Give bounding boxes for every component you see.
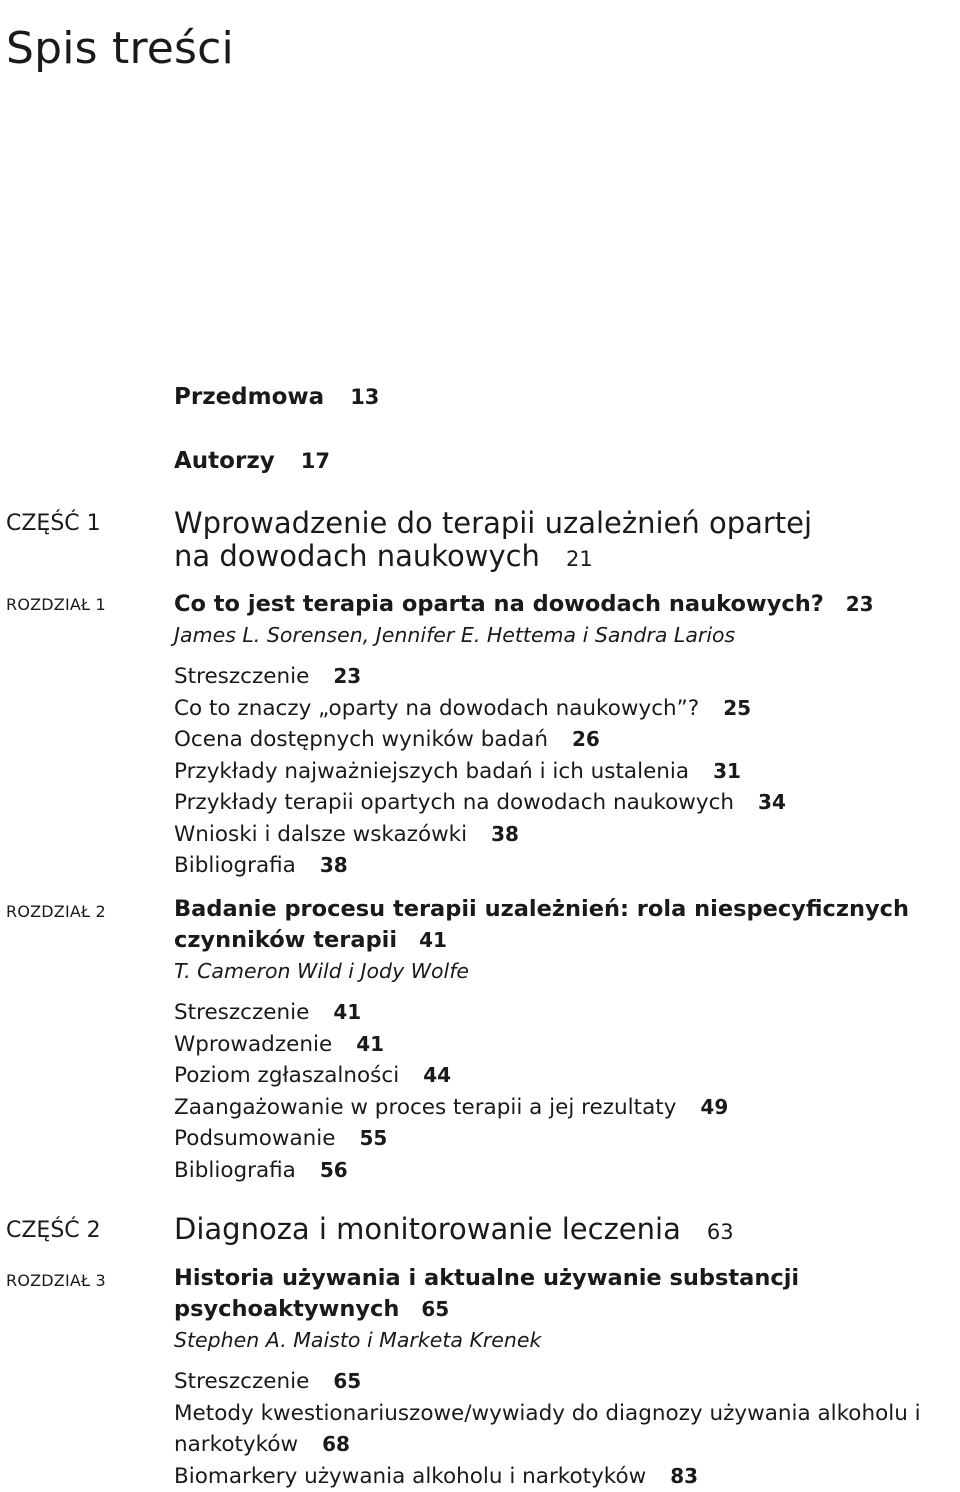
page-number: 63	[707, 1220, 734, 1244]
section-entry[interactable]	[174, 693, 786, 725]
section-entry[interactable]	[174, 1398, 960, 1461]
chapter-authors: James L. Sorensen, Jennifer E. Hettema i Sandra Larios	[174, 623, 735, 647]
page-number: 41	[333, 1000, 361, 1024]
page-number: 38	[320, 853, 348, 877]
section-entry[interactable]	[174, 1060, 728, 1092]
section-entry[interactable]	[174, 1366, 960, 1398]
chapter-title-line: Badanie procesu terapii uzależnień: rola niespecyficznych	[174, 894, 909, 925]
section-title: Streszczenie	[174, 1000, 309, 1025]
chapter-title[interactable]	[174, 589, 874, 620]
section-title: Przykłady terapii opartych na dowodach naukowych	[174, 790, 734, 815]
chapter-authors: Stephen A. Maisto i Marketa Krenek	[174, 1328, 541, 1352]
section-entry[interactable]	[174, 1123, 728, 1155]
chapter-label: ROZDZIAŁ 1	[6, 595, 106, 614]
page-number: 56	[320, 1158, 348, 1182]
chapter-title[interactable]	[174, 894, 909, 956]
page-number: 65	[421, 1297, 449, 1321]
section-entry[interactable]	[174, 787, 786, 819]
chapter-label: ROZDZIAŁ 3	[6, 1271, 106, 1290]
section-entry[interactable]	[174, 819, 786, 851]
section-title: Zaangażowanie w proces terapii a jej rezultaty	[174, 1095, 676, 1120]
page-number: 44	[423, 1063, 451, 1087]
part-title-line: Diagnoza i monitorowanie leczenia	[174, 1212, 681, 1246]
section-title: Bibliografia	[174, 853, 296, 878]
section-entry[interactable]	[174, 1029, 728, 1061]
part-label: CZĘŚĆ 1	[6, 511, 101, 536]
part-title[interactable]	[174, 1213, 734, 1249]
page-number: 83	[670, 1464, 698, 1488]
section-entry[interactable]	[174, 724, 786, 756]
section-title: Wprowadzenie	[174, 1032, 332, 1057]
section-entry[interactable]	[174, 661, 786, 693]
section-title: Poziom zgłaszalności	[174, 1063, 399, 1088]
section-entry[interactable]	[174, 1092, 728, 1124]
toc-entry-autorzy[interactable]	[174, 448, 330, 474]
section-title: Streszczenie	[174, 664, 309, 689]
page-number: 26	[572, 727, 600, 751]
chapter-authors: T. Cameron Wild i Jody Wolfe	[174, 959, 469, 983]
page-number: 55	[360, 1126, 388, 1150]
page-number: 38	[491, 822, 519, 846]
page-number: 21	[566, 547, 593, 571]
section-title: Streszczenie	[174, 1369, 309, 1394]
section-title: Przykłady najważniejszych badań i ich ustalenia	[174, 759, 689, 784]
chapter-title-line: Historia używania i aktualne używanie substancji	[174, 1263, 799, 1294]
section-entry[interactable]	[174, 850, 786, 882]
part-title-line: Wprowadzenie do terapii uzależnień opartej	[174, 507, 812, 540]
section-title: Wnioski i dalsze wskazówki	[174, 822, 467, 847]
page-number: 25	[723, 696, 751, 720]
page-number: 23	[846, 592, 874, 616]
section-list	[174, 1366, 960, 1492]
page-number: 13	[350, 385, 379, 409]
chapter-label: ROZDZIAŁ 2	[6, 902, 106, 921]
page-number: 68	[322, 1432, 350, 1456]
part-title-line: na dowodach naukowych	[174, 539, 540, 573]
page-number: 65	[333, 1369, 361, 1393]
section-entry[interactable]	[174, 756, 786, 788]
section-list	[174, 661, 786, 882]
section-entry[interactable]	[174, 1461, 960, 1492]
page-number: 17	[301, 449, 330, 473]
page-number: 49	[700, 1095, 728, 1119]
section-title: Bibliografia	[174, 1158, 296, 1183]
page-number: 23	[333, 664, 361, 688]
section-title: Metody kwestionariuszowe/wywiady do diagnozy używania alkoholu i narkotyków	[174, 1401, 921, 1458]
chapter-title-line: czynników terapii	[174, 927, 397, 953]
section-list	[174, 997, 728, 1186]
section-title: Ocena dostępnych wyników badań	[174, 727, 548, 752]
chapter-title-line: psychoaktywnych	[174, 1296, 399, 1322]
page-number: 41	[419, 928, 447, 952]
section-title: Co to znaczy „oparty na dowodach naukowych”?	[174, 696, 699, 721]
entry-title: Przedmowa	[174, 384, 324, 410]
page-number: 41	[356, 1032, 384, 1056]
page-number: 34	[758, 790, 786, 814]
section-title: Podsumowanie	[174, 1126, 336, 1151]
chapter-title-text: Co to jest terapia oparta na dowodach naukowych?	[174, 591, 824, 617]
section-title: Biomarkery używania alkoholu i narkotyków	[174, 1464, 646, 1489]
page-number: 31	[713, 759, 741, 783]
part-label: CZĘŚĆ 2	[6, 1218, 101, 1243]
entry-title: Autorzy	[174, 448, 275, 474]
section-entry[interactable]	[174, 1155, 728, 1187]
section-entry[interactable]	[174, 997, 728, 1029]
page-title: Spis treści	[6, 23, 234, 74]
toc-entry-przedmowa[interactable]	[174, 384, 379, 410]
part-title[interactable]	[174, 507, 812, 576]
chapter-title[interactable]	[174, 1263, 799, 1325]
